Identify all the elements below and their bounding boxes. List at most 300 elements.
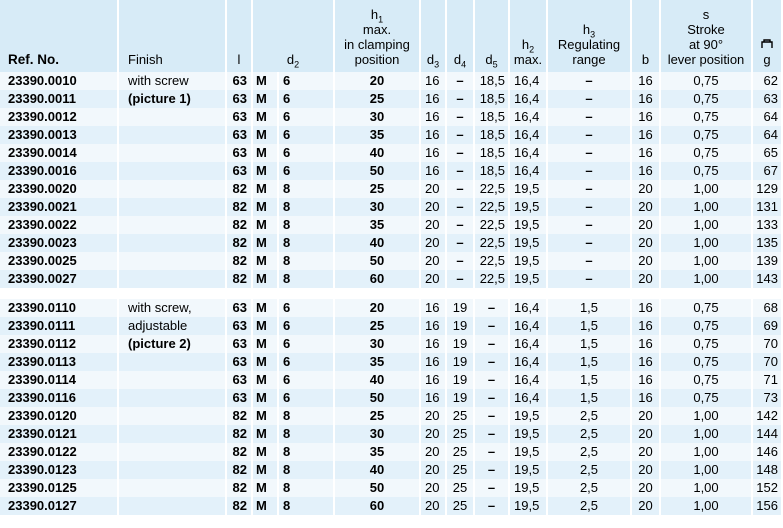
group-1-body <box>0 72 783 288</box>
thread-cell <box>253 216 279 234</box>
h3-cell: – <box>548 270 632 288</box>
weight-cell: 129 <box>753 180 783 198</box>
d3-cell: 16 <box>421 335 447 353</box>
thread-cell <box>253 299 279 317</box>
d3-cell: 20 <box>421 216 447 234</box>
h2-cell: 19,5 <box>510 407 548 425</box>
h3-cell: 2,5 <box>548 461 632 479</box>
weight-cell: 133 <box>753 216 783 234</box>
d4-cell: – <box>447 270 475 288</box>
d3-cell: 20 <box>421 180 447 198</box>
d4-cell: – <box>447 108 475 126</box>
d4-cell: 25 <box>447 443 475 461</box>
finish-cell <box>119 425 227 443</box>
d5-cell: – <box>475 371 510 389</box>
d5-cell: 22,5 <box>475 234 510 252</box>
ref-no-cell: 23390.0023 <box>0 234 119 252</box>
thread-m: M <box>256 181 267 196</box>
h2-cell: 16,4 <box>510 299 548 317</box>
stroke-cell: 1,00 <box>661 497 753 515</box>
b-cell: 20 <box>632 216 661 234</box>
b-cell: 16 <box>632 144 661 162</box>
weight-cell: 142 <box>753 407 783 425</box>
h3-cell: 2,5 <box>548 407 632 425</box>
d4-cell: 25 <box>447 425 475 443</box>
thread-cell <box>253 461 279 479</box>
h3-cell: – <box>548 180 632 198</box>
ref-no-cell: 23390.0123 <box>0 461 119 479</box>
h3-cell: 2,5 <box>548 425 632 443</box>
ref-no-cell: 23390.0025 <box>0 252 119 270</box>
thread-cell <box>253 353 279 371</box>
l-cell: 82 <box>227 198 253 216</box>
thread-m: M <box>256 462 267 477</box>
h2-cell: 16,4 <box>510 90 548 108</box>
group-separator <box>0 288 783 299</box>
d3-cell: 16 <box>421 317 447 335</box>
thread-m: M <box>256 127 267 142</box>
d3-cell: 20 <box>421 198 447 216</box>
table-row <box>0 371 783 389</box>
table-row <box>0 425 783 443</box>
finish-cell <box>119 162 227 180</box>
weight-cell: 64 <box>753 108 783 126</box>
h3-cell: – <box>548 216 632 234</box>
thread-cell <box>253 389 279 407</box>
b-cell: 20 <box>632 497 661 515</box>
col-header-l: l <box>227 0 253 72</box>
l-cell: 82 <box>227 252 253 270</box>
thread-m: M <box>256 271 267 286</box>
d3-cell: 16 <box>421 389 447 407</box>
thread-m: M <box>256 235 267 250</box>
finish-cell <box>119 126 227 144</box>
l-cell: 82 <box>227 425 253 443</box>
thread-cell <box>253 198 279 216</box>
stroke-cell: 0,75 <box>661 353 753 371</box>
stroke-cell: 1,00 <box>661 234 753 252</box>
d5-cell: – <box>475 479 510 497</box>
l-cell: 63 <box>227 389 253 407</box>
header-row <box>0 0 783 72</box>
thread-cell <box>253 443 279 461</box>
stroke-cell: 0,75 <box>661 317 753 335</box>
thread-cell <box>253 72 279 90</box>
h3-cell: – <box>548 234 632 252</box>
d2-cell: 8 <box>279 443 335 461</box>
h3-cell: – <box>548 198 632 216</box>
h2-cell: 19,5 <box>510 443 548 461</box>
weight-cell: 63 <box>753 90 783 108</box>
d5-cell: 18,5 <box>475 162 510 180</box>
col-header-d3: $d_3$ <box>421 0 447 72</box>
b-cell: 20 <box>632 180 661 198</box>
stroke-cell: 1,00 <box>661 479 753 497</box>
b-cell: 16 <box>632 108 661 126</box>
h1-cell: 30 <box>335 335 421 353</box>
table-row <box>0 335 783 353</box>
stroke-cell: 1,00 <box>661 461 753 479</box>
table-row <box>0 198 783 216</box>
weight-cell: 144 <box>753 425 783 443</box>
d3-cell: 20 <box>421 425 447 443</box>
l-cell: 82 <box>227 270 253 288</box>
d3-cell: 16 <box>421 72 447 90</box>
weight-cell: 70 <box>753 335 783 353</box>
weight-cell: 67 <box>753 162 783 180</box>
thread-m: M <box>256 444 267 459</box>
d2-cell: 6 <box>279 299 335 317</box>
d4-cell: – <box>447 216 475 234</box>
table-row <box>0 162 783 180</box>
stroke-cell: 1,00 <box>661 425 753 443</box>
h3-cell: 1,5 <box>548 317 632 335</box>
thread-m: M <box>256 253 267 268</box>
h1-cell: 60 <box>335 497 421 515</box>
d2-cell: 8 <box>279 497 335 515</box>
weight-cell: 131 <box>753 198 783 216</box>
thread-m: M <box>256 372 267 387</box>
d5-cell: – <box>475 425 510 443</box>
ref-no-cell: 23390.0127 <box>0 497 119 515</box>
b-cell: 16 <box>632 126 661 144</box>
ref-no-cell: 23390.0021 <box>0 198 119 216</box>
weight-cell: 135 <box>753 234 783 252</box>
h1-cell: 50 <box>335 389 421 407</box>
h2-cell: 16,4 <box>510 162 548 180</box>
b-cell: 16 <box>632 335 661 353</box>
finish-cell <box>119 108 227 126</box>
finish-cell: (picture 2) <box>119 335 227 353</box>
stroke-cell: 1,00 <box>661 198 753 216</box>
ref-no-cell: 23390.0027 <box>0 270 119 288</box>
col-header-h1: $h_1$ max. in clamping position <box>335 0 421 72</box>
l-cell: 82 <box>227 180 253 198</box>
ref-no-cell: 23390.0011 <box>0 90 119 108</box>
d5-cell: – <box>475 299 510 317</box>
d5-cell: 22,5 <box>475 252 510 270</box>
l-cell: 82 <box>227 443 253 461</box>
col-header-ref: Ref. No. <box>0 0 119 72</box>
h3-cell: 2,5 <box>548 497 632 515</box>
col-header-d2: $d_2$ <box>253 0 335 72</box>
thread-cell <box>253 317 279 335</box>
stroke-cell: 0,75 <box>661 162 753 180</box>
thread-m: M <box>256 336 267 351</box>
table-row <box>0 270 783 288</box>
thread-cell <box>253 335 279 353</box>
table-row <box>0 126 783 144</box>
d2-cell: 6 <box>279 353 335 371</box>
finish-cell <box>119 252 227 270</box>
weight-cell: 71 <box>753 371 783 389</box>
thread-cell <box>253 252 279 270</box>
d3-cell: 16 <box>421 299 447 317</box>
weight-cell: 69 <box>753 317 783 335</box>
b-cell: 16 <box>632 353 661 371</box>
finish-cell <box>119 497 227 515</box>
l-cell: 82 <box>227 497 253 515</box>
d5-cell: – <box>475 461 510 479</box>
b-cell: 16 <box>632 162 661 180</box>
d5-cell: 22,5 <box>475 216 510 234</box>
d4-cell: 25 <box>447 407 475 425</box>
finish-cell <box>119 407 227 425</box>
h1-cell: 25 <box>335 317 421 335</box>
d3-cell: 16 <box>421 126 447 144</box>
thread-m: M <box>256 73 267 88</box>
d5-cell: 22,5 <box>475 198 510 216</box>
ref-no-cell: 23390.0013 <box>0 126 119 144</box>
d4-cell: – <box>447 90 475 108</box>
thread-m: M <box>256 91 267 106</box>
d2-cell: 6 <box>279 371 335 389</box>
h1-cell: 25 <box>335 180 421 198</box>
thread-m: M <box>256 408 267 423</box>
h3-cell: – <box>548 252 632 270</box>
stroke-cell: 1,00 <box>661 180 753 198</box>
stroke-cell: 0,75 <box>661 335 753 353</box>
thread-cell <box>253 425 279 443</box>
d3-cell: 16 <box>421 144 447 162</box>
h3-cell: 2,5 <box>548 479 632 497</box>
ref-no-cell: 23390.0020 <box>0 180 119 198</box>
h1-cell: 30 <box>335 108 421 126</box>
h2-cell: 19,5 <box>510 497 548 515</box>
table-row <box>0 443 783 461</box>
ref-no-cell: 23390.0122 <box>0 443 119 461</box>
h1-cell: 35 <box>335 216 421 234</box>
table-row <box>0 90 783 108</box>
ref-no-cell: 23390.0120 <box>0 407 119 425</box>
h2-cell: 19,5 <box>510 234 548 252</box>
d2-cell: 8 <box>279 425 335 443</box>
b-cell: 20 <box>632 407 661 425</box>
weight-cell: 62 <box>753 72 783 90</box>
stroke-cell: 0,75 <box>661 126 753 144</box>
table-row <box>0 108 783 126</box>
d2-cell: 6 <box>279 108 335 126</box>
weight-icon <box>753 37 781 52</box>
b-cell: 20 <box>632 252 661 270</box>
finish-cell <box>119 270 227 288</box>
h2-cell: 16,4 <box>510 108 548 126</box>
d5-cell: 18,5 <box>475 108 510 126</box>
d5-cell: – <box>475 389 510 407</box>
weight-cell: 146 <box>753 443 783 461</box>
thread-m: M <box>256 318 267 333</box>
d2-cell: 8 <box>279 407 335 425</box>
l-cell: 63 <box>227 72 253 90</box>
l-cell: 63 <box>227 144 253 162</box>
d3-cell: 20 <box>421 234 447 252</box>
h1-cell: 50 <box>335 252 421 270</box>
table-row <box>0 180 783 198</box>
d3-cell: 16 <box>421 162 447 180</box>
weight-cell: 68 <box>753 299 783 317</box>
ref-no-cell: 23390.0022 <box>0 216 119 234</box>
d4-cell: 19 <box>447 371 475 389</box>
col-header-d4: $d_4$ <box>447 0 475 72</box>
finish-cell <box>119 234 227 252</box>
thread-cell <box>253 407 279 425</box>
ref-no-cell: 23390.0014 <box>0 144 119 162</box>
d4-cell: – <box>447 252 475 270</box>
thread-cell <box>253 108 279 126</box>
b-cell: 16 <box>632 317 661 335</box>
finish-cell <box>119 443 227 461</box>
h1-cell: 40 <box>335 234 421 252</box>
table-row <box>0 144 783 162</box>
d4-cell: 25 <box>447 479 475 497</box>
d2-cell: 6 <box>279 162 335 180</box>
finish-cell: adjustable <box>119 317 227 335</box>
finish-cell <box>119 461 227 479</box>
thread-cell <box>253 162 279 180</box>
ref-no-cell: 23390.0110 <box>0 299 119 317</box>
h3-cell: – <box>548 162 632 180</box>
stroke-cell: 0,75 <box>661 389 753 407</box>
h3-cell: 1,5 <box>548 299 632 317</box>
h3-cell: 2,5 <box>548 443 632 461</box>
finish-cell <box>119 198 227 216</box>
l-cell: 63 <box>227 162 253 180</box>
d2-cell: 8 <box>279 461 335 479</box>
l-cell: 63 <box>227 90 253 108</box>
b-cell: 20 <box>632 479 661 497</box>
stroke-cell: 0,75 <box>661 299 753 317</box>
h1-cell: 20 <box>335 72 421 90</box>
h2-cell: 16,4 <box>510 126 548 144</box>
l-cell: 63 <box>227 335 253 353</box>
weight-cell: 156 <box>753 497 783 515</box>
h2-cell: 16,4 <box>510 144 548 162</box>
h2-cell: 16,4 <box>510 389 548 407</box>
finish-cell <box>119 353 227 371</box>
table-row <box>0 407 783 425</box>
h3-cell: 1,5 <box>548 371 632 389</box>
b-cell: 16 <box>632 72 661 90</box>
d2-cell: 8 <box>279 479 335 497</box>
h1-cell: 60 <box>335 270 421 288</box>
h2-cell: 19,5 <box>510 216 548 234</box>
d4-cell: – <box>447 162 475 180</box>
d2-cell: 8 <box>279 216 335 234</box>
d3-cell: 20 <box>421 270 447 288</box>
ref-no-cell: 23390.0112 <box>0 335 119 353</box>
h1-cell: 35 <box>335 126 421 144</box>
b-cell: 20 <box>632 461 661 479</box>
d5-cell: 18,5 <box>475 90 510 108</box>
ref-no-cell: 23390.0111 <box>0 317 119 335</box>
l-cell: 82 <box>227 234 253 252</box>
h2-cell: 16,4 <box>510 335 548 353</box>
l-cell: 63 <box>227 126 253 144</box>
b-cell: 16 <box>632 389 661 407</box>
d4-cell: 25 <box>447 497 475 515</box>
h1-cell: 25 <box>335 90 421 108</box>
finish-cell <box>119 371 227 389</box>
stroke-cell: 0,75 <box>661 371 753 389</box>
ref-no-cell: 23390.0114 <box>0 371 119 389</box>
table-row <box>0 234 783 252</box>
thread-m: M <box>256 390 267 405</box>
d4-cell: 25 <box>447 461 475 479</box>
ref-no-cell: 23390.0113 <box>0 353 119 371</box>
finish-cell: with screw, <box>119 299 227 317</box>
h3-cell: 1,5 <box>548 335 632 353</box>
h3-cell: – <box>548 108 632 126</box>
finish-cell <box>119 180 227 198</box>
ref-no-cell: 23390.0125 <box>0 479 119 497</box>
table-row <box>0 353 783 371</box>
thread-m: M <box>256 217 267 232</box>
h1-cell: 40 <box>335 461 421 479</box>
stroke-cell: 1,00 <box>661 252 753 270</box>
d4-cell: 19 <box>447 389 475 407</box>
d4-cell: – <box>447 180 475 198</box>
d5-cell: 18,5 <box>475 72 510 90</box>
b-cell: 20 <box>632 270 661 288</box>
thread-m: M <box>256 480 267 495</box>
finish-cell <box>119 389 227 407</box>
ref-no-cell: 23390.0121 <box>0 425 119 443</box>
table-row <box>0 479 783 497</box>
l-cell: 63 <box>227 317 253 335</box>
h3-cell: – <box>548 126 632 144</box>
thread-cell <box>253 234 279 252</box>
d3-cell: 20 <box>421 252 447 270</box>
stroke-cell: 1,00 <box>661 443 753 461</box>
b-cell: 20 <box>632 234 661 252</box>
weight-cell: 139 <box>753 252 783 270</box>
h1-cell: 35 <box>335 353 421 371</box>
table-row <box>0 461 783 479</box>
h3-cell: – <box>548 90 632 108</box>
ref-no-cell: 23390.0116 <box>0 389 119 407</box>
d4-cell: 19 <box>447 335 475 353</box>
h2-cell: 16,4 <box>510 317 548 335</box>
col-header-b: b <box>632 0 661 72</box>
col-header-d5: $d_5$ <box>475 0 510 72</box>
col-header-weight: g <box>753 0 783 72</box>
thread-m: M <box>256 354 267 369</box>
d2-cell: 8 <box>279 198 335 216</box>
h2-cell: 16,4 <box>510 72 548 90</box>
h2-cell: 16,4 <box>510 371 548 389</box>
d2-cell: 6 <box>279 389 335 407</box>
b-cell: 16 <box>632 90 661 108</box>
h1-cell: 30 <box>335 198 421 216</box>
h3-cell: – <box>548 72 632 90</box>
thread-cell <box>253 371 279 389</box>
thread-cell <box>253 180 279 198</box>
h1-cell: 50 <box>335 479 421 497</box>
d3-cell: 16 <box>421 90 447 108</box>
d2-cell: 6 <box>279 90 335 108</box>
l-cell: 82 <box>227 461 253 479</box>
l-cell: 82 <box>227 479 253 497</box>
ref-no-cell: 23390.0012 <box>0 108 119 126</box>
thread-cell <box>253 270 279 288</box>
weight-cell: 148 <box>753 461 783 479</box>
finish-cell <box>119 216 227 234</box>
h1-cell: 30 <box>335 425 421 443</box>
d2-cell: 6 <box>279 126 335 144</box>
finish-cell: (picture 1) <box>119 90 227 108</box>
d5-cell: 18,5 <box>475 144 510 162</box>
b-cell: 16 <box>632 299 661 317</box>
